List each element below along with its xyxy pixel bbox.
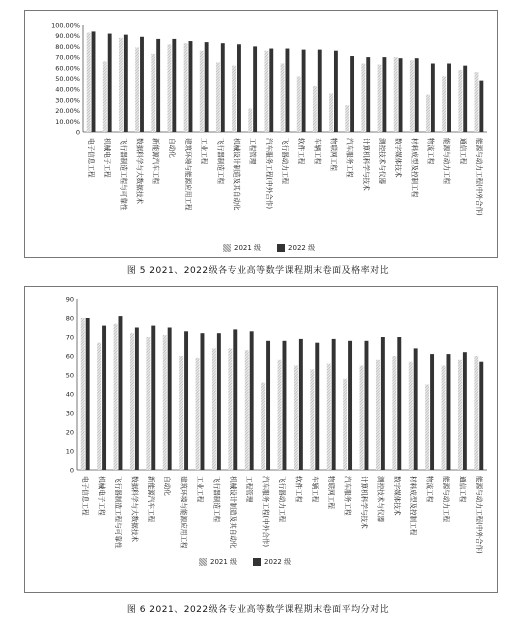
average-score-bar-2021 [343, 379, 347, 470]
pass-rate-category-label: 数字媒体技术 [394, 138, 403, 178]
pass-rate-bar-2021 [458, 70, 462, 132]
pass-rate-bar-2021 [248, 108, 252, 132]
average-score-bar-2022 [283, 341, 287, 470]
average-score-bar-2021 [474, 356, 478, 470]
average-score-category-label: 汽车服务工程 [343, 476, 352, 516]
pass-rate-bar-2022 [124, 35, 128, 132]
average-score-bar-2022 [381, 337, 385, 470]
pass-rate-category-label: 材料成型及控制工程 [410, 138, 419, 198]
pass-rate-bar-2021 [281, 64, 285, 132]
pass-rate-category-label: 飞行器动力工程 [281, 138, 289, 185]
pass-rate-bar-2021 [232, 66, 236, 132]
pass-rate-bar-2021 [378, 65, 382, 132]
legend-item-2022 [277, 243, 315, 253]
pass-rate-bar-2021 [426, 95, 430, 132]
pass-rate-bar-2022 [140, 37, 144, 132]
average-score-bar-2022 [332, 339, 336, 470]
pass-rate-y-tick-label: 70.00% [55, 53, 80, 62]
pass-rate-category-label: 新能源汽车工程 [151, 138, 160, 185]
legend-label-2021: 2021 级 [234, 244, 262, 252]
average-score-bar-2022 [201, 333, 205, 470]
pass-rate-bar-2021 [184, 43, 188, 132]
average-score-y-tick-label: 70 [65, 333, 74, 342]
average-score-bar-2022 [397, 337, 401, 470]
average-score-category-label: 电子信息工程 [81, 476, 90, 516]
average-score-bar-2022 [184, 331, 188, 470]
average-score-y-tick-label: 20 [65, 428, 74, 437]
average-score-bar-2022 [365, 341, 369, 470]
average-score-bar-2021 [376, 360, 380, 470]
average-score-bar-2022 [151, 326, 155, 470]
average-score-category-label: 数据科学与大数据技术 [130, 476, 139, 542]
average-score-bar-2022 [86, 318, 90, 470]
average-score-bar-2022 [479, 362, 483, 470]
legend-item-2021 [223, 243, 261, 253]
average-score-chart [25, 287, 497, 592]
average-score-y-tick-label: 60 [65, 352, 74, 361]
pass-rate-category-label: 机械设计制造及其自动化 [232, 138, 241, 211]
pass-rate-bar-2021 [394, 57, 398, 132]
pass-rate-category-label: 自动化 [167, 138, 176, 158]
average-score-category-label: 工程管理 [245, 476, 254, 503]
pass-rate-bar-2021 [475, 72, 479, 132]
pass-rate-category-label: 能源与动力工程 [442, 138, 451, 185]
pass-rate-bar-2022 [366, 57, 370, 132]
pass-rate-category-label: 数据科学与大数据技术 [135, 138, 144, 204]
average-score-bar-2021 [245, 350, 249, 470]
legend-swatch-2022 [253, 558, 261, 566]
pass-rate-bar-2022 [302, 50, 306, 132]
average-score-bar-2022 [447, 354, 451, 470]
pass-rate-category-label: 飞行器制造工程与可靠性 [119, 138, 128, 211]
pass-rate-bar-2021 [119, 38, 123, 132]
pass-rate-category-label: 计算机科学与技术 [361, 138, 370, 191]
pass-rate-bar-2021 [297, 76, 301, 132]
pass-rate-y-tick-label: 20.00% [55, 107, 80, 116]
average-score-bar-2022 [299, 339, 303, 470]
average-score-bar-2021 [261, 383, 265, 470]
pass-rate-bar-2021 [329, 93, 333, 132]
average-score-bar-2021 [278, 360, 282, 470]
average-score-bar-2022 [463, 352, 467, 470]
legend-swatch-2021 [199, 558, 207, 566]
average-score-category-label: 物联网工程 [327, 476, 336, 509]
average-score-category-label: 车辆工程 [310, 476, 319, 503]
average-score-y-tick-label: 50 [65, 371, 74, 380]
pass-rate-bar-2022 [350, 56, 354, 132]
pass-rate-bar-2021 [313, 86, 317, 132]
average-score-category-label: 建筑环境与能源应用工程 [179, 476, 188, 549]
average-score-category-label: 材料成型及控制工程 [409, 476, 418, 536]
pass-rate-bar-2021 [200, 51, 204, 132]
pass-rate-category-label: 机械电子工程 [103, 138, 112, 178]
average-score-bar-2022 [266, 341, 270, 470]
average-score-bar-2022 [168, 328, 172, 471]
pass-rate-bar-2022 [334, 51, 338, 132]
pass-rate-category-label: 通信工程 [458, 138, 467, 165]
pass-rate-category-label: 工业工程 [200, 138, 209, 165]
pass-rate-category-label: 工程管理 [248, 138, 257, 165]
average-score-bar-2022 [348, 341, 352, 470]
average-score-y-tick-label: 40 [65, 390, 74, 399]
average-score-bar-2022 [250, 331, 254, 470]
legend-label-2022: 2022 级 [288, 244, 316, 252]
average-score-bar-2022 [119, 316, 123, 470]
average-score-bar-2022 [414, 348, 418, 470]
average-score-category-label: 飞行器动力工程 [278, 476, 286, 523]
pass-rate-bar-2021 [135, 47, 139, 132]
average-score-bar-2021 [97, 343, 101, 470]
average-score-bar-2021 [458, 360, 462, 470]
average-score-bar-2021 [212, 348, 216, 470]
pass-rate-category-label: 软件工程 [297, 138, 306, 165]
figure-5-caption: 图 5 2021、2022级各专业高等数学课程期末卷面及格率对比 [126, 266, 390, 276]
pass-rate-y-tick-label: 100.00% [51, 21, 80, 30]
average-score-bar-2021 [196, 358, 200, 470]
pass-rate-y-tick-label: 10.00% [55, 117, 80, 126]
average-score-bar-2022 [135, 328, 139, 471]
average-score-bar-2021 [409, 362, 413, 470]
pass-rate-bar-2022 [108, 34, 112, 132]
legend-label-2021: 2021 级 [210, 558, 238, 566]
average-score-bar-2021 [442, 366, 446, 471]
legend-item-2021 [199, 557, 237, 567]
chart-legend [199, 557, 291, 567]
average-score-bar-2021 [146, 337, 150, 470]
pass-rate-bar-2022 [253, 46, 257, 132]
pass-rate-bar-2022 [92, 31, 96, 132]
average-score-bar-2021 [392, 356, 396, 470]
average-score-bar-2022 [102, 326, 106, 470]
pass-rate-category-label: 能源与动力工程(中外合作) [474, 138, 483, 216]
average-score-y-tick-label: 10 [65, 447, 74, 456]
pass-rate-y-tick-label: 90.00% [55, 32, 80, 41]
average-score-category-label: 自动化 [163, 476, 172, 496]
pass-rate-bar-2022 [205, 42, 209, 132]
pass-rate-y-tick-label: 50.00% [55, 75, 80, 83]
average-score-bar-2021 [114, 324, 118, 470]
average-score-bar-2021 [163, 335, 167, 470]
pass-rate-y-tick-label: 0 [75, 128, 80, 137]
pass-rate-y-tick-label: 40.00% [55, 85, 80, 94]
pass-rate-bar-2022 [431, 64, 435, 132]
average-score-bar-2022 [233, 329, 237, 470]
average-score-y-tick-label: 90 [65, 295, 74, 304]
pass-rate-bar-2021 [103, 61, 107, 132]
pass-rate-category-label: 汽车服务工程(中外合作) [264, 138, 273, 210]
pass-rate-bar-2021 [410, 60, 414, 132]
pass-rate-bar-2022 [382, 57, 386, 132]
average-score-category-label: 能源与动力工程(中外合作) [474, 476, 483, 554]
average-score-bar-2022 [217, 333, 221, 470]
average-score-y-tick-label: 80 [65, 314, 74, 323]
pass-rate-y-tick-label: 30.00% [55, 96, 80, 105]
average-score-category-label: 飞行器制造工程 [212, 476, 221, 523]
pass-rate-bar-2022 [221, 43, 225, 132]
figure-6-caption: 图 6 2021、2022级各专业高等数学课程期末卷面平均分对比 [126, 605, 390, 615]
average-score-bar-2021 [228, 348, 232, 470]
pass-rate-bar-2022 [237, 44, 241, 132]
pass-rate-category-label: 建筑环境与能源应用工程 [184, 138, 193, 211]
pass-rate-bar-2021 [345, 105, 349, 132]
average-score-bar-2022 [315, 343, 319, 470]
pass-rate-bar-2022 [399, 58, 403, 132]
pass-rate-chart-panel [24, 10, 498, 258]
average-score-category-label: 通信工程 [458, 476, 467, 503]
legend-swatch-2021 [223, 244, 231, 252]
average-score-category-label: 工业工程 [196, 476, 204, 503]
pass-rate-bar-2022 [415, 58, 419, 132]
pass-rate-bar-2022 [447, 64, 451, 132]
average-score-category-label: 新能源汽车工程 [146, 476, 155, 523]
average-score-category-label: 机械电子工程 [97, 476, 106, 516]
average-score-category-label: 测控技术与仪器 [376, 476, 385, 523]
average-score-category-label: 能源与动力工程 [442, 476, 450, 523]
pass-rate-bar-2022 [463, 66, 467, 132]
pass-rate-category-label: 汽车服务工程 [345, 138, 354, 178]
pass-rate-chart [25, 11, 497, 257]
pass-rate-category-label: 电子信息工程 [87, 138, 96, 178]
average-score-category-label: 物流工程 [425, 476, 434, 503]
pass-rate-category-label: 飞行器制造工程 [216, 138, 225, 185]
legend-swatch-2022 [277, 244, 285, 252]
average-score-bar-2021 [179, 356, 183, 470]
pass-rate-bar-2022 [156, 39, 160, 132]
average-score-category-label: 数字媒体技术 [392, 476, 401, 516]
legend-label-2022: 2022 级 [264, 558, 292, 566]
pass-rate-bar-2021 [442, 76, 446, 132]
average-score-bar-2021 [310, 369, 314, 470]
pass-rate-bar-2021 [361, 64, 365, 132]
average-score-category-label: 飞行器制造工程与可靠性 [114, 476, 122, 549]
pass-rate-bar-2022 [318, 50, 322, 132]
average-score-chart-panel [24, 286, 498, 593]
average-score-bar-2022 [430, 354, 434, 470]
average-score-bar-2021 [360, 366, 364, 471]
average-score-bar-2021 [294, 366, 298, 471]
average-score-bar-2021 [81, 318, 85, 470]
pass-rate-bar-2022 [479, 81, 483, 132]
average-score-category-label: 汽车服务工程(中外合作) [261, 476, 270, 548]
average-score-bar-2021 [425, 385, 429, 471]
pass-rate-category-label: 车辆工程 [313, 138, 322, 165]
average-score-category-label: 软件工程 [294, 476, 303, 503]
average-score-y-tick-label: 30 [65, 409, 74, 418]
pass-rate-bar-2021 [151, 54, 155, 132]
pass-rate-bar-2021 [87, 32, 91, 132]
pass-rate-bar-2022 [286, 49, 290, 132]
chart-legend [223, 243, 315, 253]
pass-rate-category-label: 物联网工程 [329, 138, 338, 171]
pass-rate-y-tick-label: 80.00% [55, 42, 80, 51]
pass-rate-category-label: 物流工程 [426, 138, 435, 165]
average-score-bar-2021 [130, 333, 134, 470]
pass-rate-y-tick-label: 60.00% [55, 64, 80, 73]
pass-rate-bar-2021 [168, 44, 172, 132]
average-score-category-label: 机械设计制造及其自动化 [228, 476, 237, 549]
pass-rate-bar-2021 [264, 51, 268, 132]
pass-rate-bar-2021 [216, 62, 220, 132]
pass-rate-bar-2022 [269, 49, 273, 132]
pass-rate-bar-2022 [189, 41, 193, 132]
pass-rate-category-label: 测控技术与仪器 [377, 138, 386, 185]
pass-rate-bar-2022 [172, 39, 176, 132]
average-score-bar-2021 [327, 364, 331, 470]
average-score-y-tick-label: 0 [69, 466, 74, 475]
legend-item-2022 [253, 557, 291, 567]
average-score-category-label: 计算机科学与技术 [360, 476, 368, 529]
